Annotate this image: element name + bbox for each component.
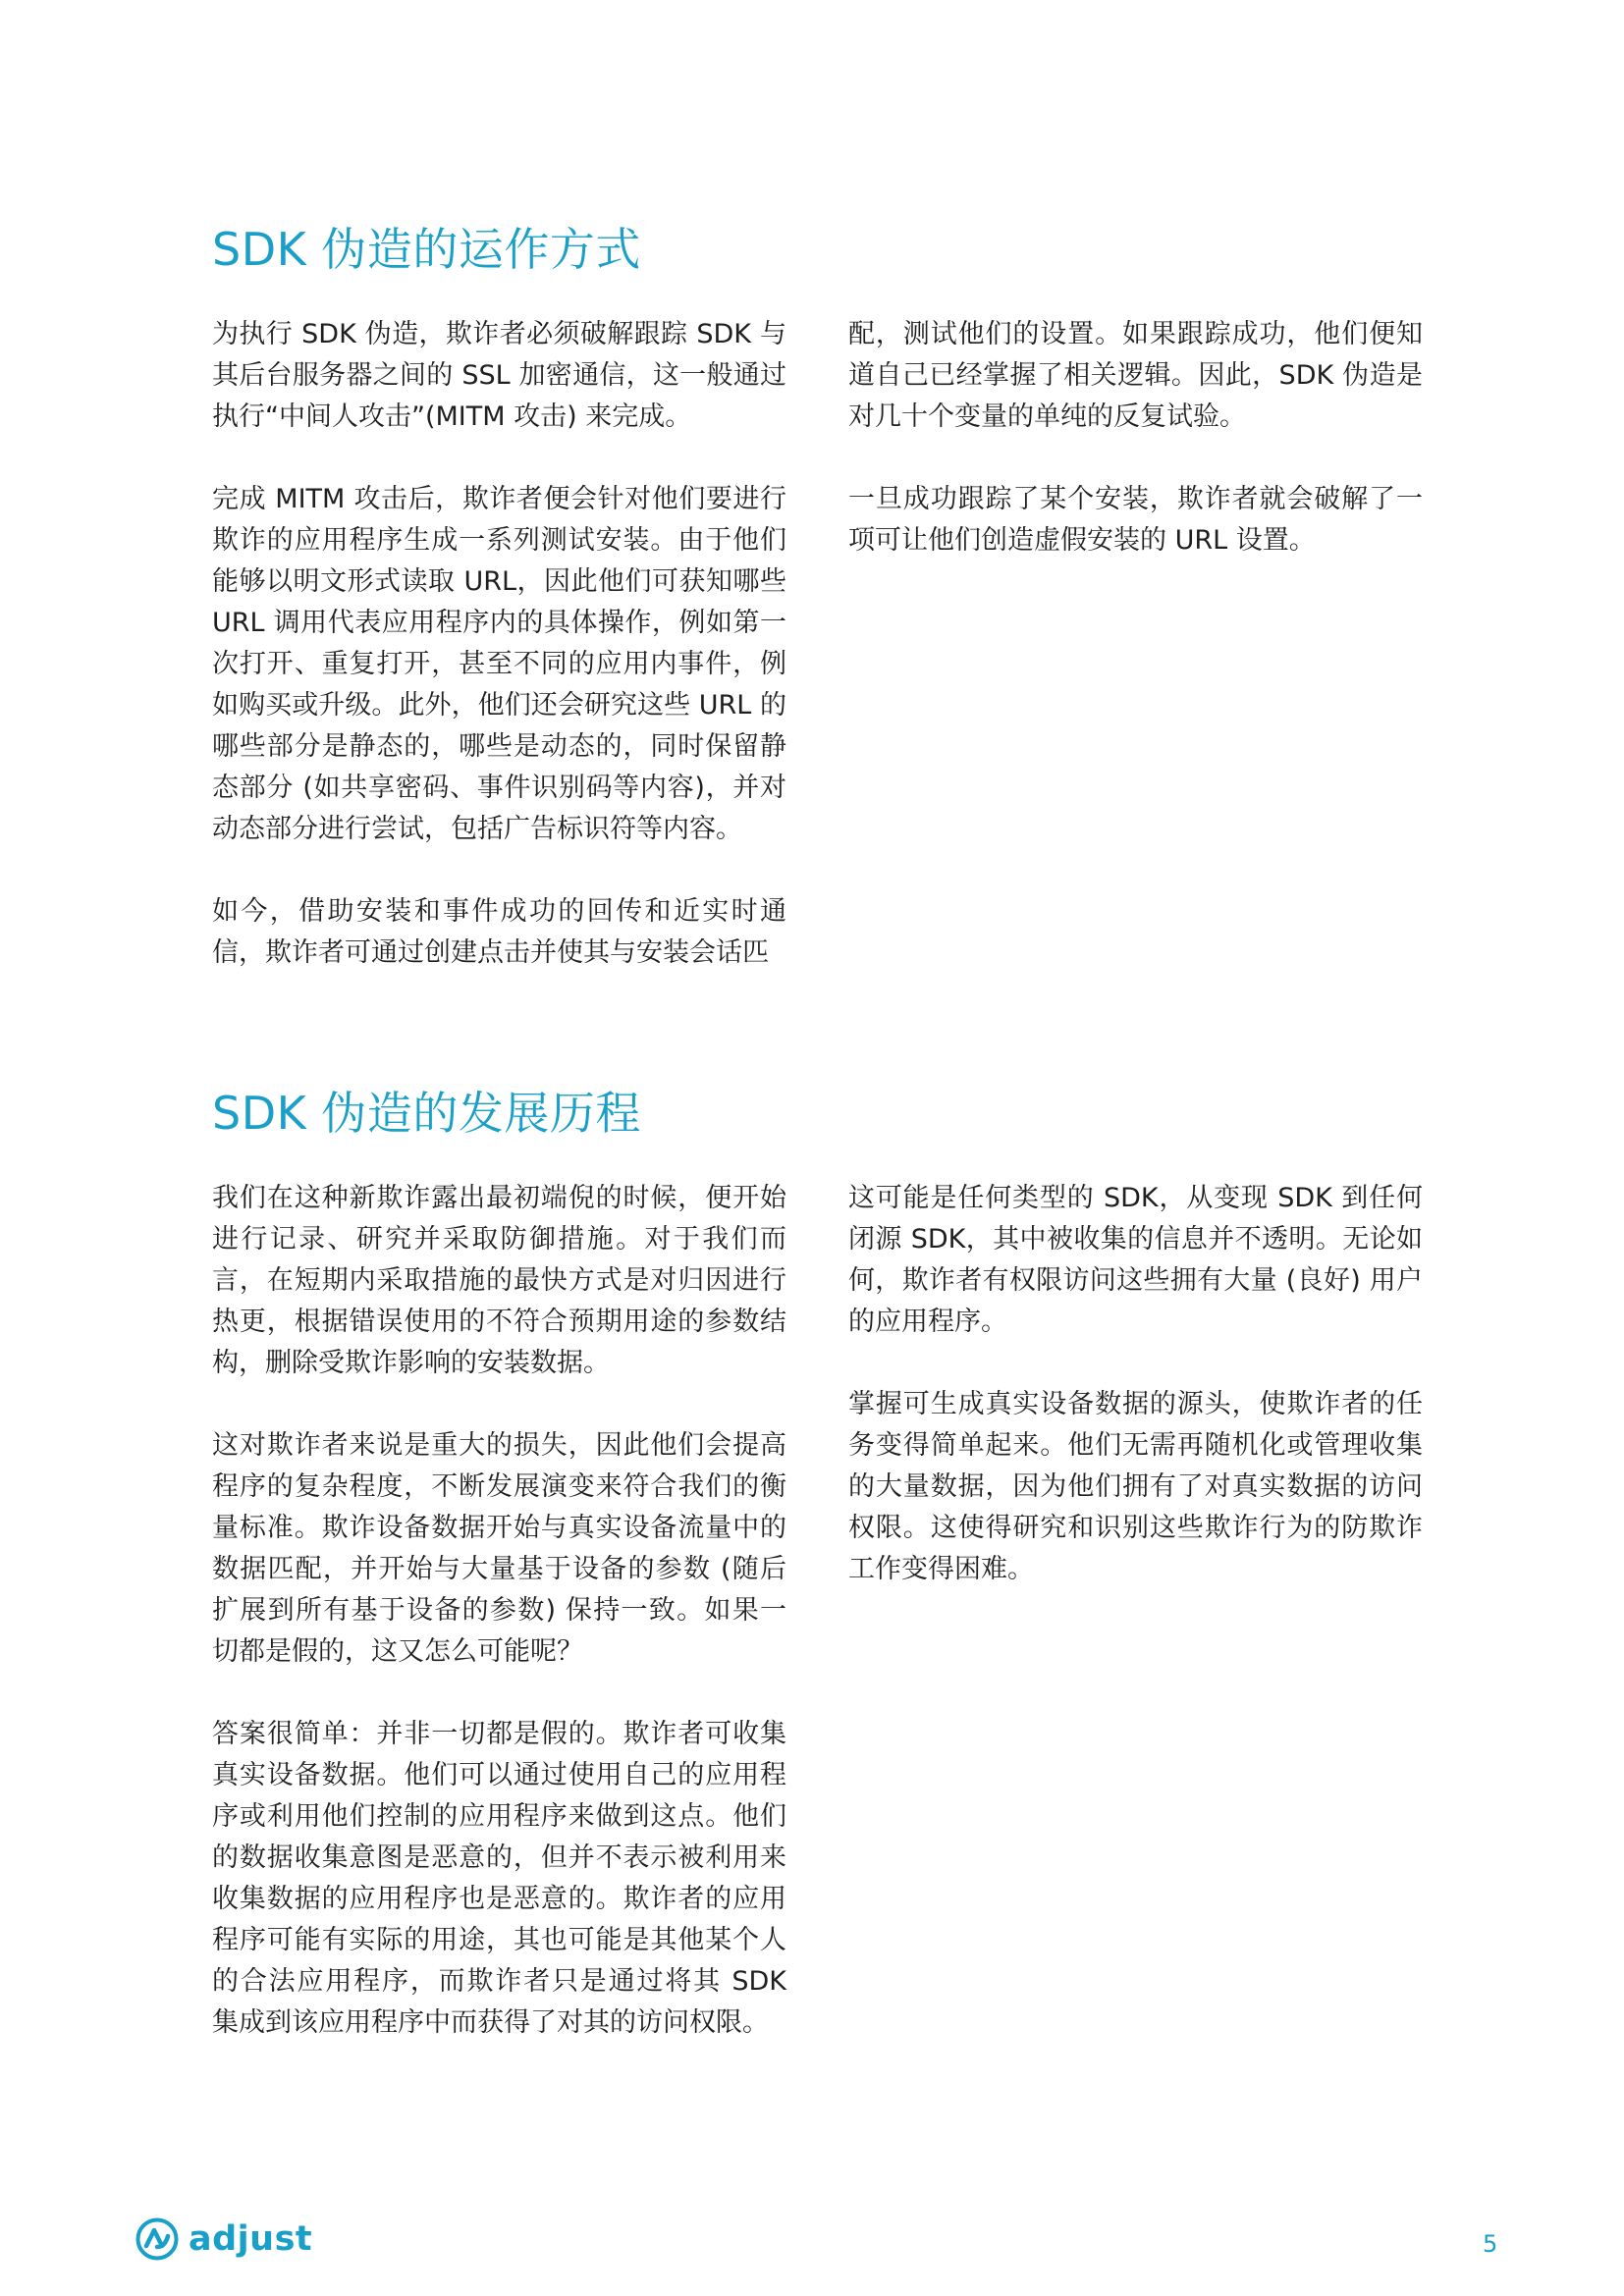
adjust-logo-text: adjust xyxy=(189,2218,313,2259)
section-heading-how-sdk-spoofing-works: SDK 伪造的运作方式 xyxy=(212,223,641,276)
paragraph: 答案很简单：并非一切都是假的。欺诈者可收集真实设备数据。他们可以通过使用自己的应用程序或利用他们控制的应用程序来做到这点。他们的数据收集意图是恶意的，但并不表示被利用来收集数据的应用程序也是恶意的。欺诈者的应用程序可能有实际的用途，其也可能是其他某个人的合法应用程序，而欺诈者只是通过将其 SDK 集成到该应用程序中而获得了对其的访问权限。 xyxy=(212,1719,786,2038)
paragraph: 为执行 SDK 伪造，欺诈者必须破解跟踪 SDK 与其后台服务器之间的 SSL 加密通信，这一般通过执行“中间人攻击”(MITM 攻击) 来完成。 xyxy=(212,319,786,432)
paragraph: 这可能是任何类型的 SDK，从变现 SDK 到任何闭源 SDK，其中被收集的信息并不透明。无论如何，欺诈者有权限访问这些拥有大量 (良好) 用户的应用程序。 xyxy=(848,1183,1423,1337)
section2-left-column xyxy=(212,1178,786,2044)
adjust-logo-icon xyxy=(135,2216,180,2262)
section-heading-sdk-spoofing-evolution: SDK 伪造的发展历程 xyxy=(212,1087,641,1140)
paragraph: 如今，借助安装和事件成功的回传和近实时通信，欺诈者可通过创建点击并使其与安装会话匹 xyxy=(212,896,786,968)
paragraph: 完成 MITM 攻击后，欺诈者便会针对他们要进行欺诈的应用程序生成一系列测试安装。由于他们能够以明文形式读取 URL，因此他们可获知哪些 URL 调用代表应用程序内的具体操作，例如第一次打开、重复打开，甚至不同的应用内事件，例如购买或升级。此外，他们还会研究这些 URL 的哪些部分是静态的，哪些是动态的，同时保留静态部分 (如共享密码、事件识别码等内容)，并对动态部分进行尝试，包括广告标识符等内容。 xyxy=(212,484,786,844)
section1-left-column xyxy=(212,314,786,974)
paragraph: 我们在这种新欺诈露出最初端倪的时候，便开始进行记录、研究并采取防御措施。对于我们而言，在短期内采取措施的最快方式是对归因进行热更，根据错误使用的不符合预期用途的参数结构，删除受欺诈影响的安装数据。 xyxy=(212,1183,786,1378)
page-number: 5 xyxy=(1483,2230,1498,2258)
paragraph: 这对欺诈者来说是重大的损失，因此他们会提高程序的复杂程度，不断发展演变来符合我们的衡量标准。欺诈设备数据开始与真实设备流量中的数据匹配，并开始与大量基于设备的参数 (随后扩展到所有基于设备的参数) 保持一致。如果一切都是假的，这又怎么可能呢？ xyxy=(212,1430,786,1667)
adjust-logo xyxy=(135,2216,312,2262)
paragraph: 掌握可生成真实设备数据的源头，使欺诈者的任务变得简单起来。他们无需再随机化或管理收集的大量数据，因为他们拥有了对真实数据的访问权限。这使得研究和识别这些欺诈行为的防欺诈工作变得困难。 xyxy=(848,1389,1423,1584)
section2-right-column xyxy=(848,1178,1423,1590)
section1-right-column xyxy=(848,314,1423,561)
paragraph: 配，测试他们的设置。如果跟踪成功，他们便知道自己已经掌握了相关逻辑。因此，SDK 伪造是对几十个变量的单纯的反复试验。 xyxy=(848,319,1423,432)
paragraph: 一旦成功跟踪了某个安装，欺诈者就会破解了一项可让他们创造虚假安装的 URL 设置。 xyxy=(848,484,1423,556)
